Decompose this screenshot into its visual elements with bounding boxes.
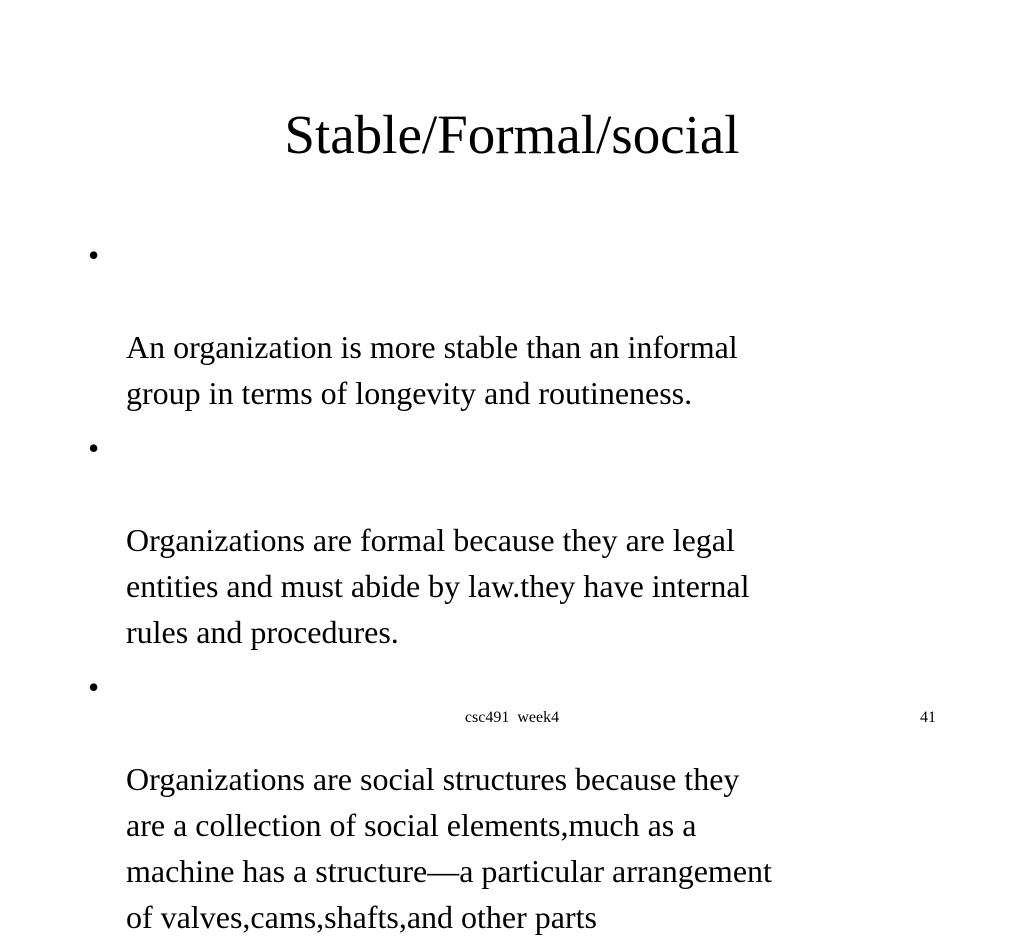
bullet-item — [88, 232, 948, 416]
bullet-text: Organizations are formal because they are legal entities and must abide by law.they have internal rules and procedures. — [126, 522, 750, 650]
bullet-list — [88, 232, 948, 949]
bullet-dot-icon: • — [88, 669, 100, 705]
bullet-item — [88, 425, 948, 655]
slide-title: Stable/Formal/social — [284, 104, 740, 165]
page-number: 41 — [920, 709, 936, 726]
bullet-dot-icon: • — [88, 430, 100, 466]
bullet-text: An organization is more stable than an informal group in terms of longevity and routineness. — [126, 329, 738, 411]
bullet-text: Organizations are social structures because they are a collection of social elements,much as a machine has a structure—a particular arrangement of valves,cams,shafts,and other parts — [126, 761, 772, 935]
footer-course-label: csc491 week4 — [464, 709, 560, 726]
bullet-item — [88, 664, 948, 940]
bullet-dot-icon: • — [88, 237, 100, 273]
